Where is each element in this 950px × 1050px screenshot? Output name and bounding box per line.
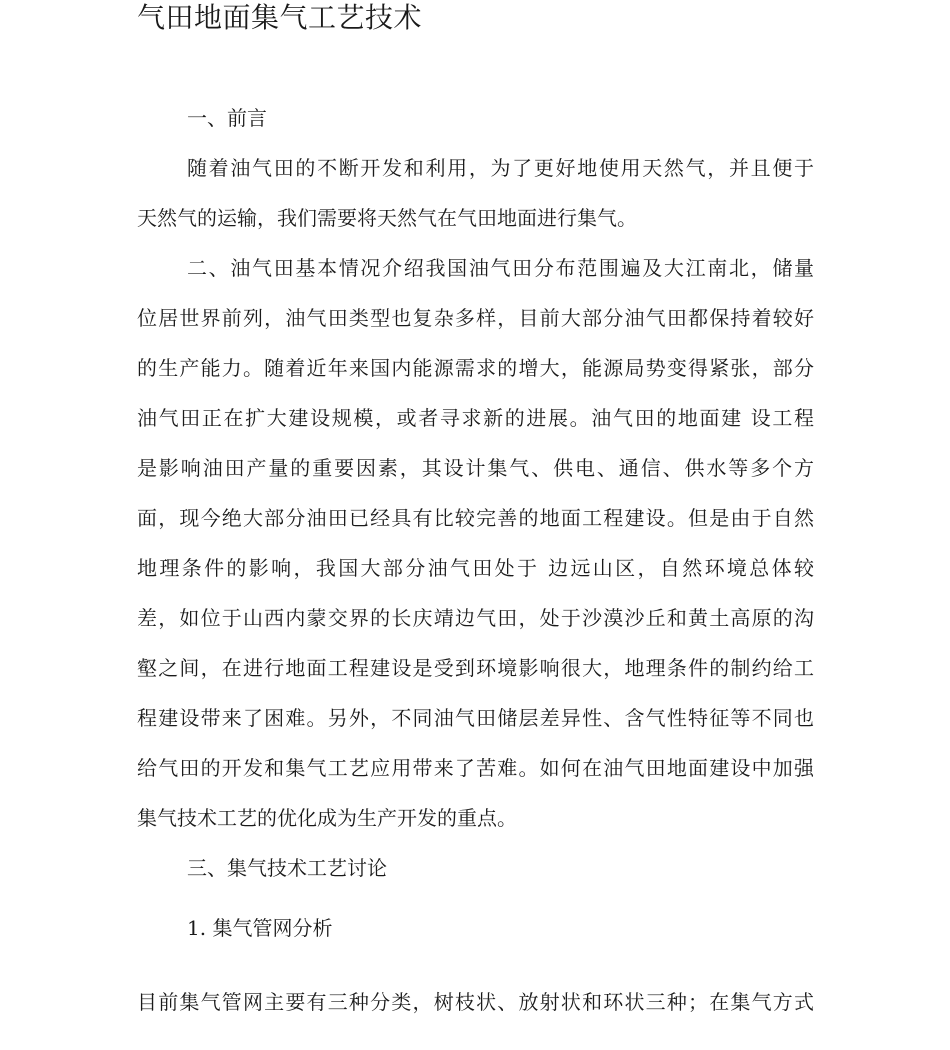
paragraph-line: 随着油气田的不断开发和利用，为了更好地使用天然气，并且便于 (187, 156, 814, 180)
paragraph-line: 天然气的运输，我们需要将天然气在气田地面进行集气。 (137, 206, 637, 230)
paragraph-line: 给气田的开发和集气工艺应用带来了苦难。如何在油气田地面建设中加强 (137, 756, 814, 780)
paragraph-line: 是影响油田产量的重要因素，其设计集气、供电、通信、供水等多个方 (137, 456, 814, 480)
section-heading-discussion: 三、集气技术工艺讨论 (187, 856, 387, 880)
paragraph-line: 壑之间，在进行地面工程建设是受到环境影响很大，地理条件的制约给工 (137, 656, 814, 680)
paragraph-line: 油气田正在扩大建设规模，或者寻求新的进展。油气田的地面建 设工程 (137, 406, 814, 430)
paragraph-line: 面，现今绝大部分油田已经具有比较完善的地面工程建设。但是由于自然 (137, 506, 814, 530)
paragraph-line: 集气技术工艺的优化成为生产开发的重点。 (137, 806, 517, 830)
section-heading-preface: 一、前言 (187, 106, 267, 130)
paragraph-line: 二、油气田基本情况介绍我国油气田分布范围遍及大江南北，储量 (187, 256, 814, 280)
paragraph-line: 差，如位于山西内蒙交界的长庆靖边气田，处于沙漠沙丘和黄土高原的沟 (137, 606, 814, 630)
paragraph-line: 程建设带来了困难。另外，不同油气田储层差异性、含气性特征等不同也 (137, 706, 814, 730)
document-title: 气田地面集气工艺技术 (137, 1, 423, 34)
paragraph-line: 位居世界前列，油气田类型也复杂多样，目前大部分油气田都保持着较好 (137, 306, 814, 330)
paragraph-line: 地理条件的影响，我国大部分油气田处于 边远山区，自然环境总体较 (137, 556, 814, 580)
subsection-heading: 1. 集气管网分析 (187, 916, 333, 940)
paragraph-line: 的生产能力。随着近年来国内能源需求的增大，能源局势变得紧张，部分 (137, 356, 814, 380)
paragraph-line: 目前集气管网主要有三种分类，树枝状、放射状和环状三种；在集气方式 (137, 990, 814, 1014)
